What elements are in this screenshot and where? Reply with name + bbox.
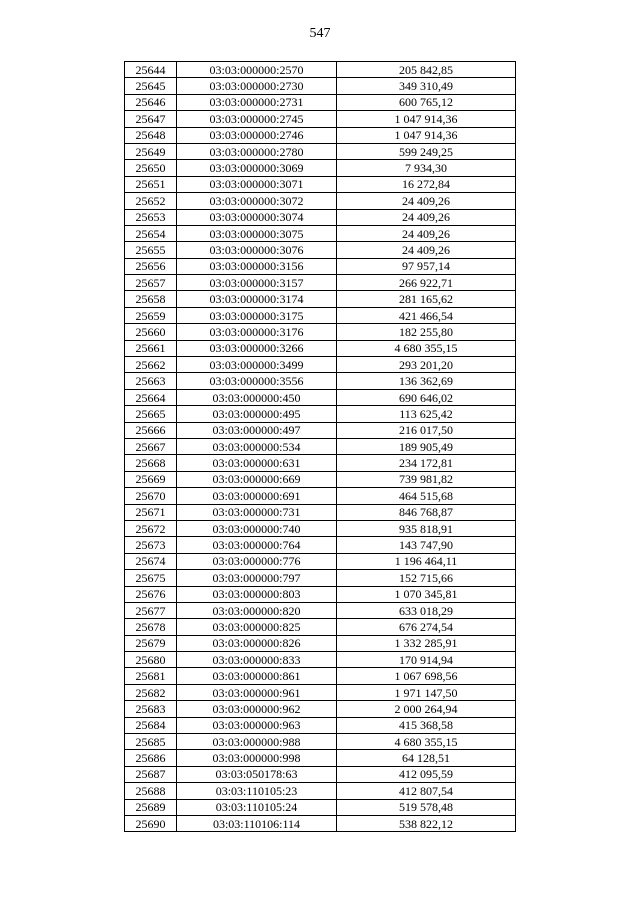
table-row	[125, 799, 516, 815]
table-row	[125, 275, 516, 291]
table-row	[125, 668, 516, 684]
cadastral-number-cell: 03:03:000000:797	[177, 570, 337, 586]
cadastral-number-cell: 03:03:000000:3157	[177, 275, 337, 291]
row-number-cell: 25677	[125, 602, 177, 618]
value-cell: 64 128,51	[337, 750, 516, 766]
cadastral-number-cell: 03:03:000000:963	[177, 717, 337, 733]
table-row	[125, 94, 516, 110]
page-number: 547	[309, 26, 331, 41]
row-number-cell: 25680	[125, 652, 177, 668]
row-number-cell: 25658	[125, 291, 177, 307]
value-cell: 676 274,54	[337, 619, 516, 635]
row-number-cell: 25683	[125, 701, 177, 717]
cadastral-value-table	[124, 61, 516, 832]
value-cell: 739 981,82	[337, 471, 516, 487]
table-row	[125, 537, 516, 553]
table-row	[125, 209, 516, 225]
value-cell: 519 578,48	[337, 799, 516, 815]
cadastral-number-cell: 03:03:000000:3071	[177, 176, 337, 192]
cadastral-number-cell: 03:03:000000:3176	[177, 324, 337, 340]
cadastral-number-cell: 03:03:000000:2745	[177, 111, 337, 127]
row-number-cell: 25657	[125, 275, 177, 291]
row-number-cell: 25662	[125, 357, 177, 373]
value-cell: 1 067 698,56	[337, 668, 516, 684]
row-number-cell: 25673	[125, 537, 177, 553]
table-row	[125, 373, 516, 389]
value-cell: 152 715,66	[337, 570, 516, 586]
cadastral-number-cell: 03:03:000000:861	[177, 668, 337, 684]
row-number-cell: 25654	[125, 225, 177, 241]
cadastral-number-cell: 03:03:000000:497	[177, 422, 337, 438]
value-cell: 24 409,26	[337, 242, 516, 258]
row-number-cell: 25668	[125, 455, 177, 471]
cadastral-number-cell: 03:03:000000:2746	[177, 127, 337, 143]
row-number-cell: 25675	[125, 570, 177, 586]
cadastral-number-cell: 03:03:000000:3556	[177, 373, 337, 389]
cadastral-number-cell: 03:03:000000:450	[177, 389, 337, 405]
cadastral-number-cell: 03:03:000000:495	[177, 406, 337, 422]
row-number-cell: 25688	[125, 783, 177, 799]
table-row	[125, 127, 516, 143]
value-cell: 538 822,12	[337, 815, 516, 831]
cadastral-number-cell: 03:03:000000:833	[177, 652, 337, 668]
row-number-cell: 25671	[125, 504, 177, 520]
row-number-cell: 25660	[125, 324, 177, 340]
value-cell: 1 332 285,91	[337, 635, 516, 651]
table-row	[125, 815, 516, 831]
table-row	[125, 193, 516, 209]
table-row	[125, 471, 516, 487]
value-cell: 633 018,29	[337, 602, 516, 618]
table-row	[125, 602, 516, 618]
table-row	[125, 652, 516, 668]
row-number-cell: 25669	[125, 471, 177, 487]
cadastral-number-cell: 03:03:000000:3069	[177, 160, 337, 176]
value-cell: 182 255,80	[337, 324, 516, 340]
row-number-cell: 25655	[125, 242, 177, 258]
value-cell: 1 196 464,11	[337, 553, 516, 569]
row-number-cell: 25652	[125, 193, 177, 209]
cadastral-number-cell: 03:03:000000:2731	[177, 94, 337, 110]
table-row	[125, 406, 516, 422]
row-number-cell: 25676	[125, 586, 177, 602]
cadastral-number-cell: 03:03:000000:691	[177, 488, 337, 504]
cadastral-number-cell: 03:03:000000:3175	[177, 307, 337, 323]
table-row	[125, 143, 516, 159]
table-row	[125, 766, 516, 782]
cadastral-number-cell: 03:03:000000:3076	[177, 242, 337, 258]
row-number-cell: 25645	[125, 78, 177, 94]
row-number-cell: 25681	[125, 668, 177, 684]
value-cell: 24 409,26	[337, 193, 516, 209]
value-cell: 599 249,25	[337, 143, 516, 159]
table-row	[125, 324, 516, 340]
value-cell: 846 768,87	[337, 504, 516, 520]
row-number-cell: 25644	[125, 62, 177, 78]
cadastral-number-cell: 03:03:000000:3072	[177, 193, 337, 209]
table-row	[125, 635, 516, 651]
row-number-cell: 25674	[125, 553, 177, 569]
cadastral-number-cell: 03:03:000000:3499	[177, 357, 337, 373]
table-body	[125, 62, 516, 832]
value-cell: 1 047 914,36	[337, 127, 516, 143]
row-number-cell: 25663	[125, 373, 177, 389]
cadastral-number-cell: 03:03:000000:669	[177, 471, 337, 487]
cadastral-number-cell: 03:03:000000:631	[177, 455, 337, 471]
cadastral-number-cell: 03:03:000000:2730	[177, 78, 337, 94]
row-number-cell: 25685	[125, 734, 177, 750]
value-cell: 266 922,71	[337, 275, 516, 291]
table-row	[125, 570, 516, 586]
value-cell: 412 807,54	[337, 783, 516, 799]
table-row	[125, 422, 516, 438]
value-cell: 234 172,81	[337, 455, 516, 471]
cadastral-number-cell: 03:03:000000:740	[177, 520, 337, 536]
value-cell: 24 409,26	[337, 209, 516, 225]
row-number-cell: 25687	[125, 766, 177, 782]
row-number-cell: 25665	[125, 406, 177, 422]
row-number-cell: 25661	[125, 340, 177, 356]
cadastral-number-cell: 03:03:000000:2780	[177, 143, 337, 159]
cadastral-number-cell: 03:03:000000:3075	[177, 225, 337, 241]
value-cell: 415 368,58	[337, 717, 516, 733]
table-row	[125, 176, 516, 192]
row-number-cell: 25690	[125, 815, 177, 831]
table-row	[125, 783, 516, 799]
table-row	[125, 553, 516, 569]
table-row	[125, 258, 516, 274]
cadastral-number-cell: 03:03:000000:825	[177, 619, 337, 635]
table-row	[125, 389, 516, 405]
table-row	[125, 160, 516, 176]
cadastral-number-cell: 03:03:000000:3156	[177, 258, 337, 274]
value-cell: 690 646,02	[337, 389, 516, 405]
table-row	[125, 291, 516, 307]
value-cell: 349 310,49	[337, 78, 516, 94]
value-cell: 1 047 914,36	[337, 111, 516, 127]
value-cell: 1 971 147,50	[337, 684, 516, 700]
value-cell: 4 680 355,15	[337, 340, 516, 356]
table-row	[125, 619, 516, 635]
table-row	[125, 242, 516, 258]
row-number-cell: 25650	[125, 160, 177, 176]
table-row	[125, 520, 516, 536]
cadastral-number-cell: 03:03:000000:731	[177, 504, 337, 520]
cadastral-number-cell: 03:03:000000:2570	[177, 62, 337, 78]
row-number-cell: 25689	[125, 799, 177, 815]
row-number-cell: 25651	[125, 176, 177, 192]
cadastral-number-cell: 03:03:000000:820	[177, 602, 337, 618]
row-number-cell: 25670	[125, 488, 177, 504]
cadastral-number-cell: 03:03:000000:961	[177, 684, 337, 700]
value-cell: 421 466,54	[337, 307, 516, 323]
value-cell: 600 765,12	[337, 94, 516, 110]
cadastral-number-cell: 03:03:000000:803	[177, 586, 337, 602]
table-row	[125, 340, 516, 356]
row-number-cell: 25648	[125, 127, 177, 143]
row-number-cell: 25653	[125, 209, 177, 225]
row-number-cell: 25672	[125, 520, 177, 536]
table-row	[125, 684, 516, 700]
cadastral-number-cell: 03:03:000000:988	[177, 734, 337, 750]
value-cell: 464 515,68	[337, 488, 516, 504]
value-cell: 205 842,85	[337, 62, 516, 78]
table-row	[125, 717, 516, 733]
table-row	[125, 488, 516, 504]
row-number-cell: 25679	[125, 635, 177, 651]
value-cell: 24 409,26	[337, 225, 516, 241]
cadastral-number-cell: 03:03:050178:63	[177, 766, 337, 782]
table-row	[125, 455, 516, 471]
cadastral-number-cell: 03:03:000000:534	[177, 438, 337, 454]
value-cell: 4 680 355,15	[337, 734, 516, 750]
value-cell: 935 818,91	[337, 520, 516, 536]
value-cell: 113 625,42	[337, 406, 516, 422]
row-number-cell: 25656	[125, 258, 177, 274]
value-cell: 7 934,30	[337, 160, 516, 176]
cadastral-number-cell: 03:03:000000:764	[177, 537, 337, 553]
row-number-cell: 25666	[125, 422, 177, 438]
table-row	[125, 357, 516, 373]
cadastral-number-cell: 03:03:000000:776	[177, 553, 337, 569]
cadastral-number-cell: 03:03:000000:826	[177, 635, 337, 651]
cadastral-number-cell: 03:03:000000:3266	[177, 340, 337, 356]
table-row	[125, 504, 516, 520]
table-row	[125, 586, 516, 602]
cadastral-number-cell: 03:03:000000:998	[177, 750, 337, 766]
row-number-cell: 25686	[125, 750, 177, 766]
row-number-cell: 25664	[125, 389, 177, 405]
value-cell: 170 914,94	[337, 652, 516, 668]
value-cell: 293 201,20	[337, 357, 516, 373]
value-cell: 143 747,90	[337, 537, 516, 553]
value-cell: 216 017,50	[337, 422, 516, 438]
table-row	[125, 438, 516, 454]
row-number-cell: 25667	[125, 438, 177, 454]
row-number-cell: 25682	[125, 684, 177, 700]
row-number-cell: 25659	[125, 307, 177, 323]
cadastral-number-cell: 03:03:000000:3074	[177, 209, 337, 225]
cadastral-number-cell: 03:03:110105:24	[177, 799, 337, 815]
value-cell: 2 000 264,94	[337, 701, 516, 717]
table-row	[125, 734, 516, 750]
value-cell: 412 095,59	[337, 766, 516, 782]
table-row	[125, 62, 516, 78]
cadastral-number-cell: 03:03:000000:962	[177, 701, 337, 717]
table-row	[125, 111, 516, 127]
row-number-cell: 25647	[125, 111, 177, 127]
cadastral-number-cell: 03:03:000000:3174	[177, 291, 337, 307]
row-number-cell: 25649	[125, 143, 177, 159]
table-row	[125, 225, 516, 241]
table-row	[125, 307, 516, 323]
row-number-cell: 25684	[125, 717, 177, 733]
table-row	[125, 701, 516, 717]
value-cell: 97 957,14	[337, 258, 516, 274]
table-row	[125, 78, 516, 94]
cadastral-number-cell: 03:03:110106:114	[177, 815, 337, 831]
table-row	[125, 750, 516, 766]
row-number-cell: 25678	[125, 619, 177, 635]
value-cell: 281 165,62	[337, 291, 516, 307]
value-cell: 1 070 345,81	[337, 586, 516, 602]
value-cell: 189 905,49	[337, 438, 516, 454]
value-cell: 136 362,69	[337, 373, 516, 389]
value-cell: 16 272,84	[337, 176, 516, 192]
row-number-cell: 25646	[125, 94, 177, 110]
cadastral-number-cell: 03:03:110105:23	[177, 783, 337, 799]
